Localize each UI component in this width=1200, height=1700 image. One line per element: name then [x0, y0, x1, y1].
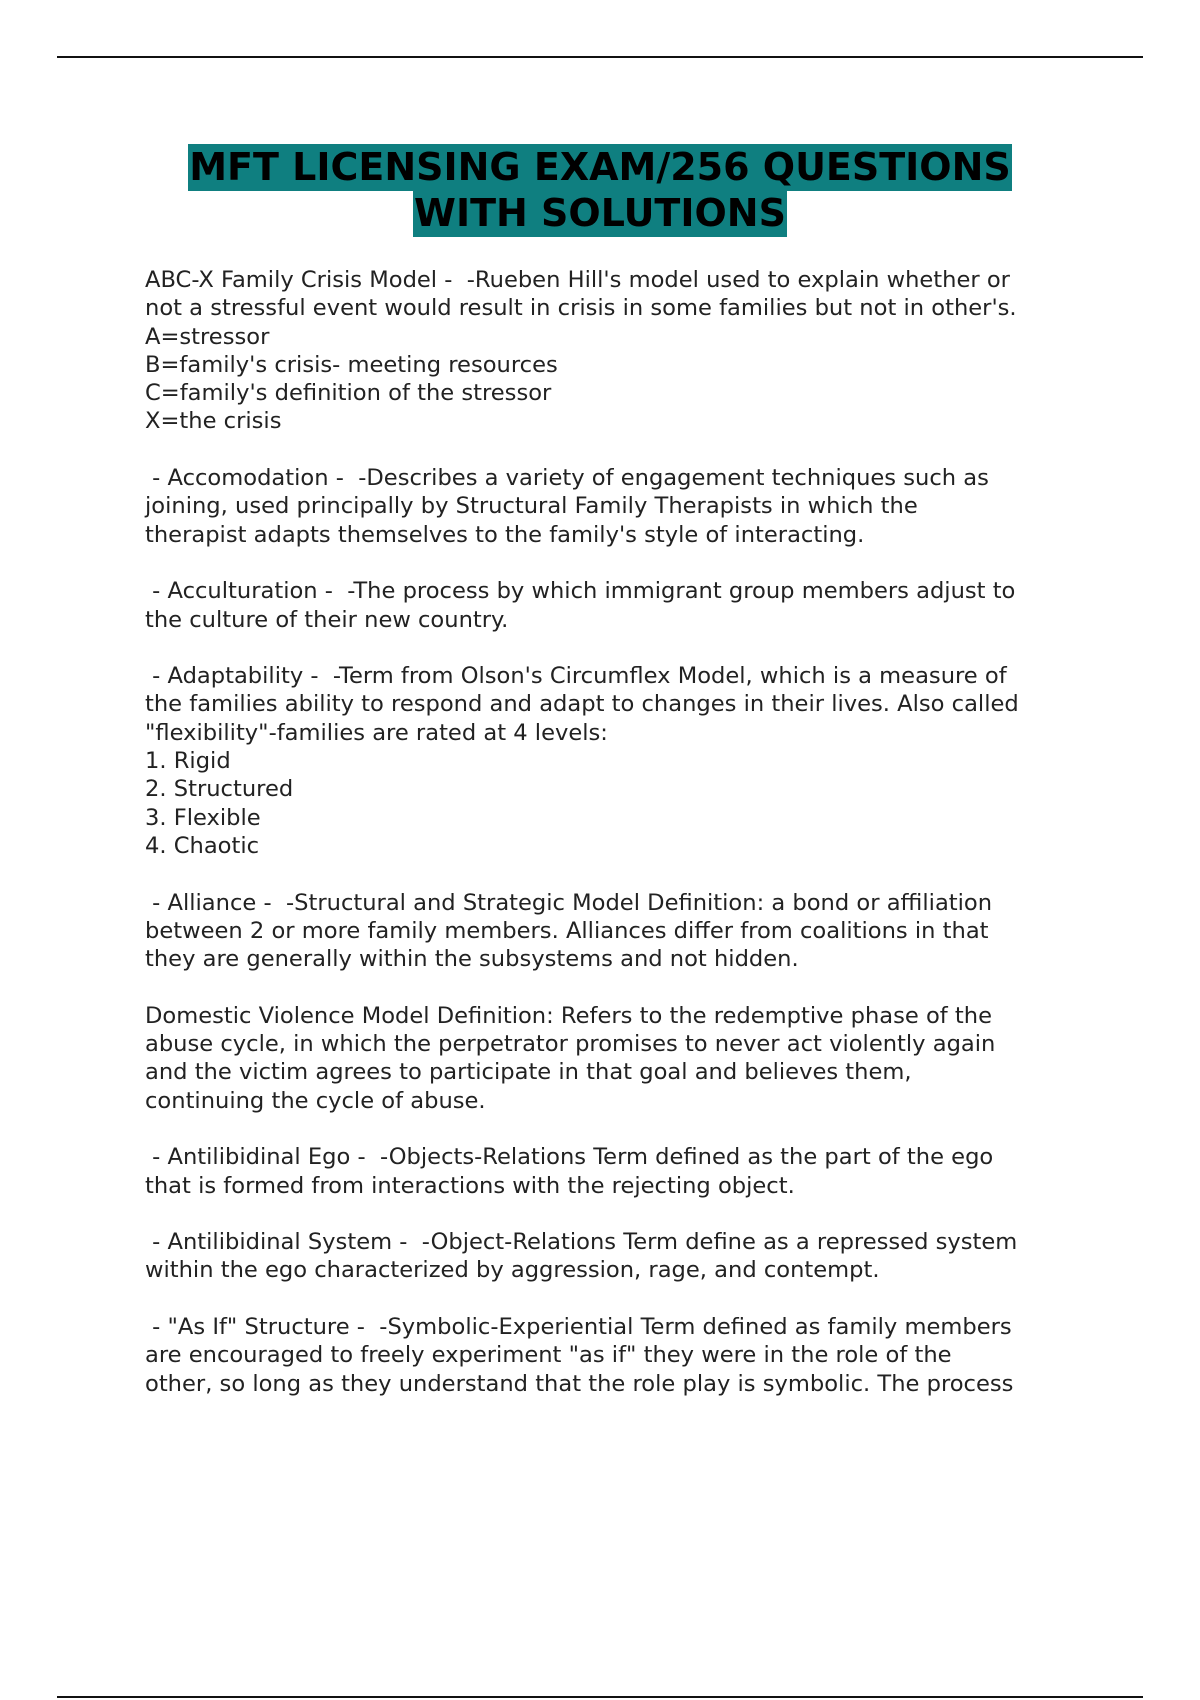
entry-text-line: within the ego characterized by aggression, rage, and contempt. — [145, 1257, 880, 1284]
title-line-1: MFT LICENSING EXAM/256 QUESTIONS — [189, 145, 1011, 189]
entry-text-line: ABC-X Family Crisis Model - -Rueben Hill's model used to explain whether or — [145, 267, 1010, 293]
document-title — [0, 144, 1200, 236]
entry-text-line: they are generally within the subsystems and not hidden. — [145, 946, 799, 973]
glossary-entry — [145, 266, 1095, 436]
entry-text-line: - Accomodation - -Describes a variety of engagement techniques such as — [145, 465, 989, 492]
entry-text-line: 2. Structured — [145, 776, 294, 803]
entry-text-line: A=stressor — [145, 323, 270, 350]
paragraph-gap — [145, 1115, 1095, 1143]
header-rule — [57, 56, 1143, 58]
entry-text-line: - Adaptability - -Term from Olson's Circumflex Model, which is a measure of — [145, 663, 1007, 690]
document-body — [145, 266, 1095, 1398]
entry-text-line: - Acculturation - -The process by which immigrant group members adjust to — [145, 578, 1016, 605]
entry-text-line: - Alliance - -Structural and Strategic Model Definition: a bond or affiliation — [145, 889, 993, 916]
entry-text-line: and the victim agrees to participate in that goal and believes them, — [145, 1059, 912, 1086]
paragraph-gap — [145, 436, 1095, 464]
glossary-entry — [145, 1313, 1095, 1398]
entry-text-line: - "As If" Structure - -Symbolic-Experiential Term defined as family members — [145, 1313, 1012, 1340]
entry-text-line: between 2 or more family members. Alliances differ from coalitions in that — [145, 917, 989, 944]
entry-text-line: 1. Rigid — [145, 748, 231, 775]
entry-text-line: - Antilibidinal Ego - -Objects-Relations Term defined as the part of the ego — [145, 1144, 994, 1171]
glossary-entry — [145, 1228, 1095, 1285]
glossary-entry — [145, 662, 1095, 860]
entry-text-line: other, so long as they understand that the role play is symbolic. The process — [145, 1370, 1014, 1397]
entry-text-line: are encouraged to freely experiment "as if" they were in the role of the — [145, 1342, 952, 1369]
paragraph-gap — [145, 1200, 1095, 1228]
entry-text-line: abuse cycle, in which the perpetrator promises to never act violently again — [145, 1031, 996, 1058]
paragraph-gap — [145, 634, 1095, 662]
glossary-entry — [145, 577, 1095, 634]
entry-text-line: the culture of their new country. — [145, 606, 509, 633]
footer-rule — [57, 1696, 1143, 1698]
entry-text-line: 4. Chaotic — [145, 832, 260, 859]
title-line-2: WITH SOLUTIONS — [414, 191, 786, 235]
glossary-entry — [145, 464, 1095, 549]
glossary-entry — [145, 889, 1095, 974]
entry-text-line: continuing the cycle of abuse. — [145, 1087, 486, 1114]
entry-text-line: - Antilibidinal System - -Object-Relations Term define as a repressed system — [145, 1229, 1018, 1256]
entry-text-line: C=family's definition of the stressor — [145, 380, 552, 407]
entry-text-line: 3. Flexible — [145, 804, 261, 831]
glossary-entry — [145, 1002, 1095, 1115]
glossary-entry — [145, 1143, 1095, 1200]
paragraph-gap — [145, 549, 1095, 577]
paragraph-gap — [145, 1285, 1095, 1313]
entry-text-line: not a stressful event would result in crisis in some families but not in other's. — [145, 295, 1017, 322]
paragraph-gap — [145, 860, 1095, 888]
entry-text-line: X=the crisis — [145, 408, 282, 435]
entry-text-line: "flexibility"-families are rated at 4 levels: — [145, 719, 608, 746]
entry-text-line: Domestic Violence Model Definition: Refers to the redemptive phase of the — [145, 1002, 993, 1029]
entry-text-line: therapist adapts themselves to the family's style of interacting. — [145, 521, 865, 548]
entry-text-line: that is formed from interactions with the rejecting object. — [145, 1172, 795, 1199]
entry-text-line: B=family's crisis- meeting resources — [145, 351, 558, 378]
entry-text-line: the families ability to respond and adapt to changes in their lives. Also called — [145, 691, 1019, 718]
entry-text-line: joining, used principally by Structural Family Therapists in which the — [145, 493, 918, 520]
paragraph-gap — [145, 973, 1095, 1001]
